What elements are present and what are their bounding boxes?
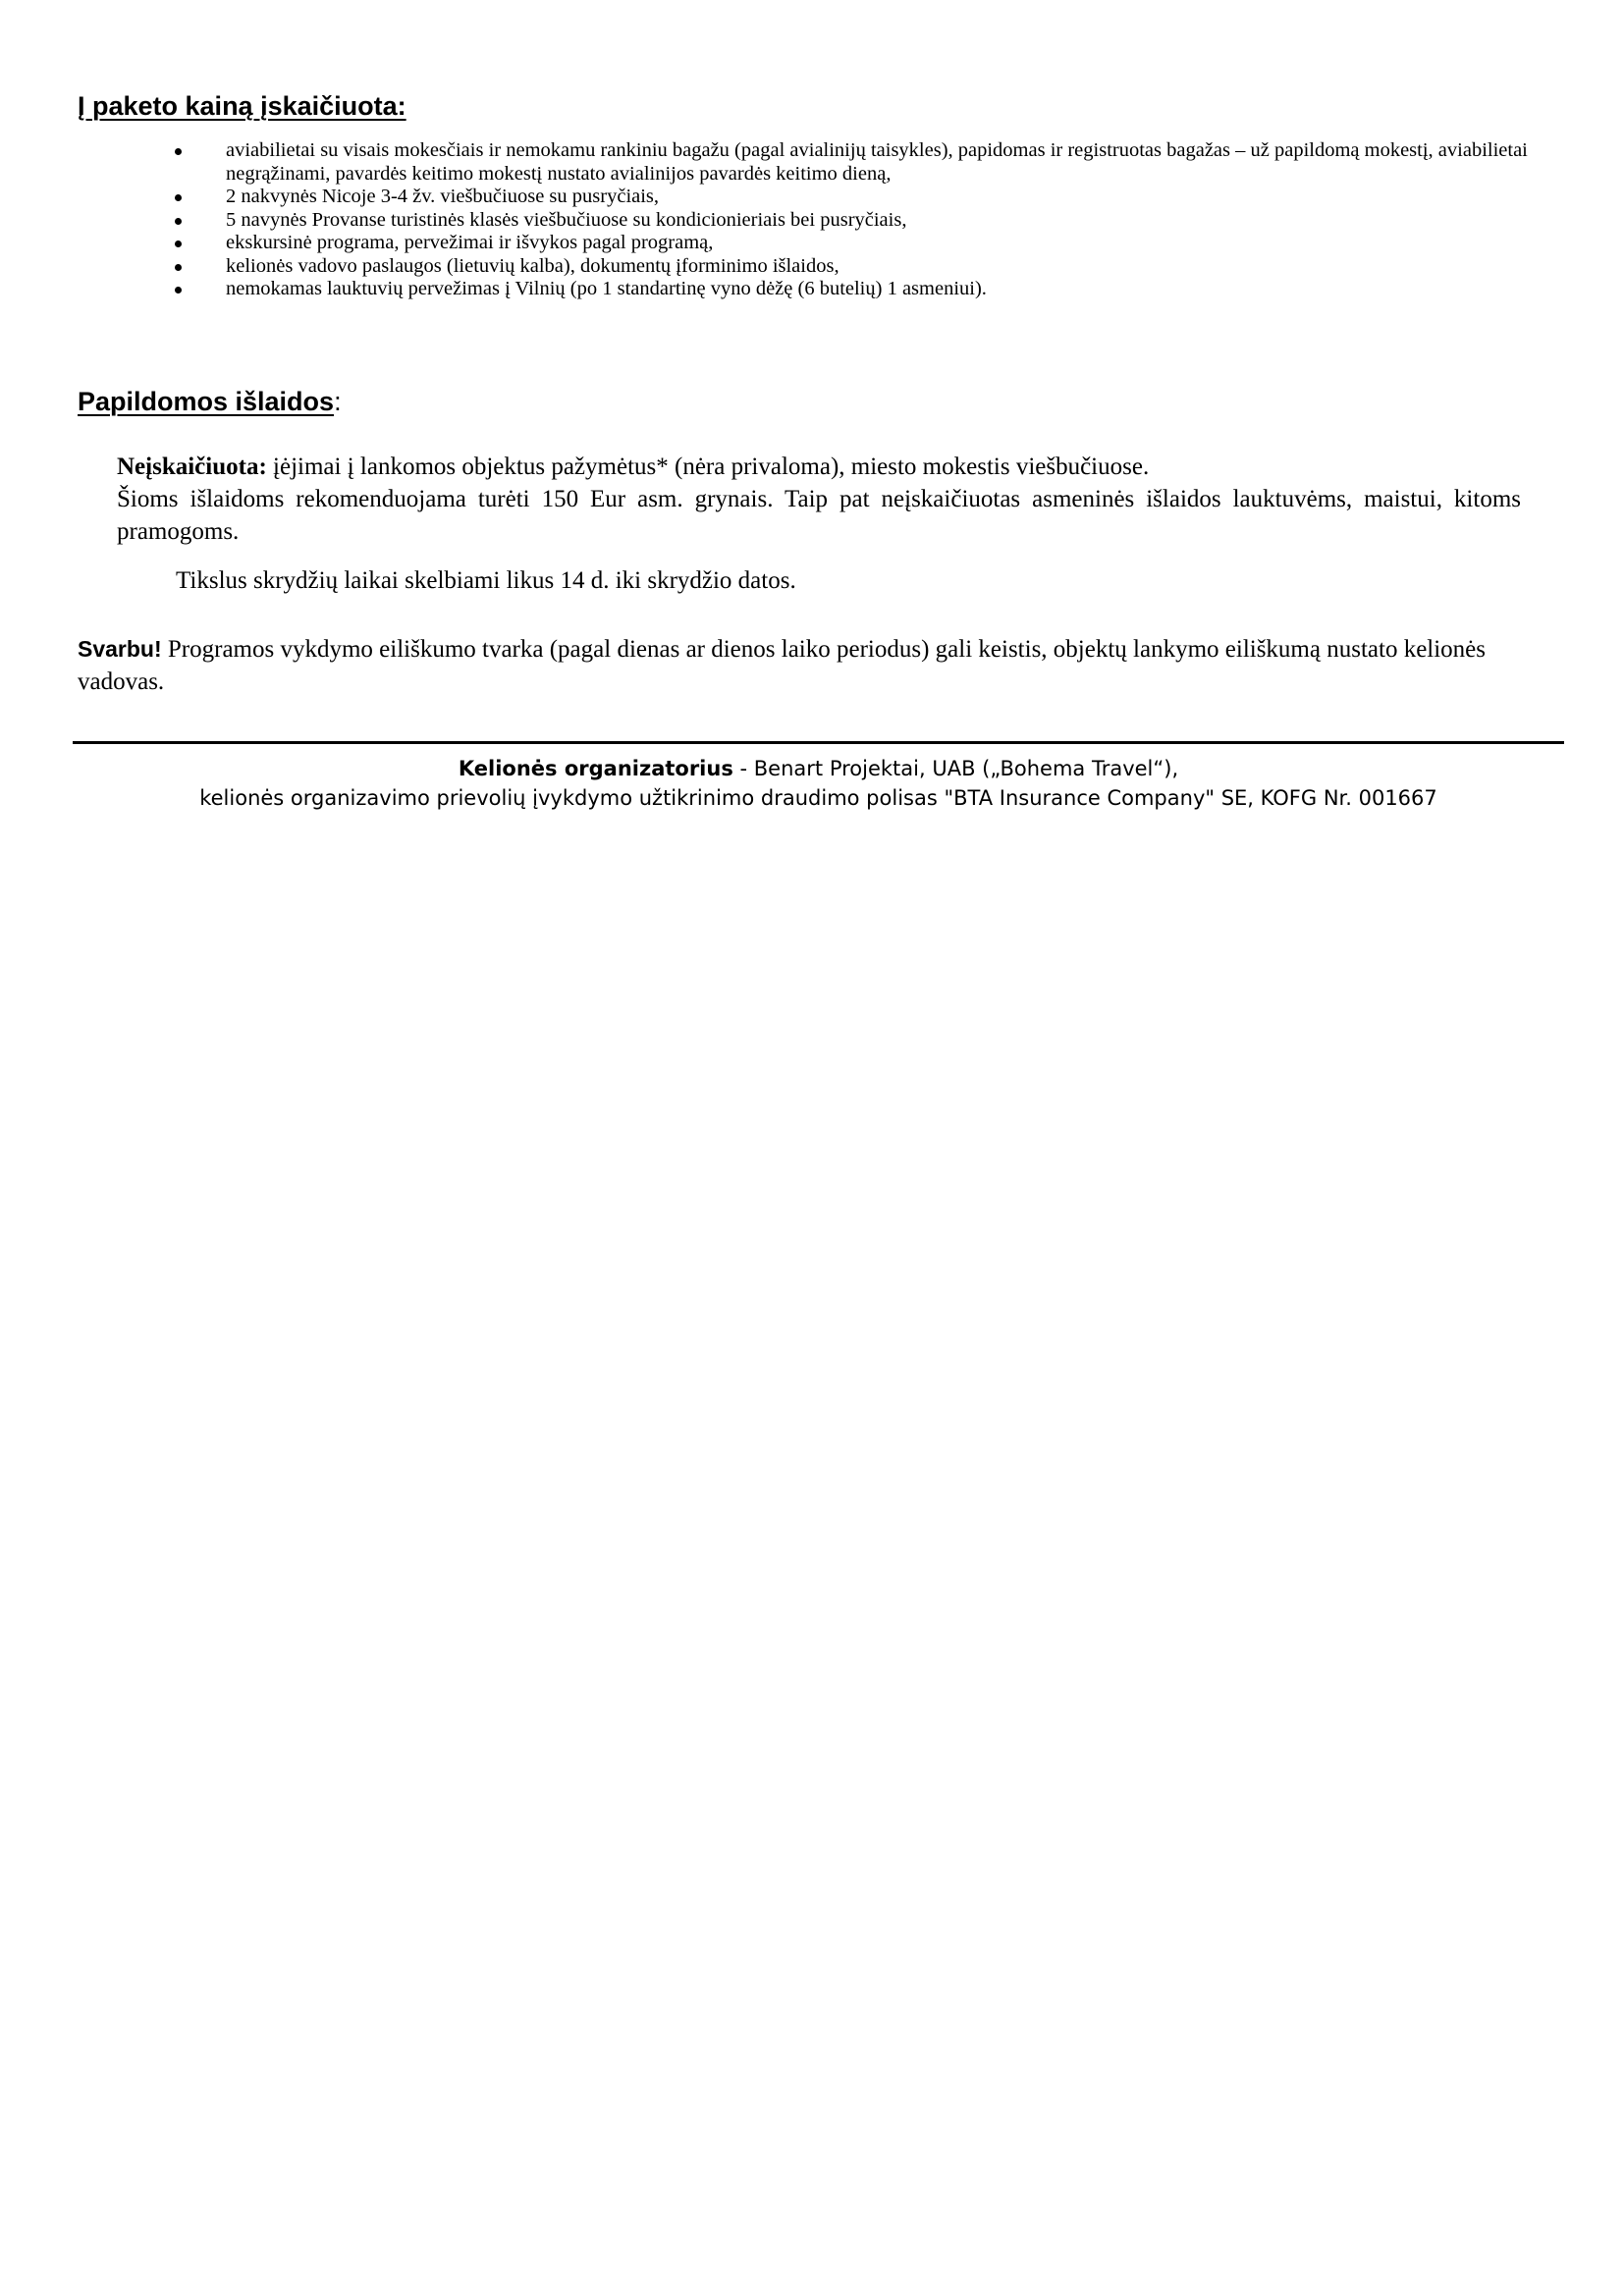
list-item bbox=[175, 186, 1530, 209]
additional-heading-text: Papildomos išlaidos bbox=[78, 387, 335, 416]
list-item bbox=[175, 255, 1530, 279]
list-item-text: nemokamas lauktuvių pervežimas į Vilnių (po 1 standartinę vyno dėžę (6 butelių) 1 asmeniui). bbox=[226, 278, 987, 299]
list-item bbox=[175, 139, 1530, 186]
flight-times-text: Tikslus skrydžių laikai skelbiami likus 14 d. iki skrydžio datos. bbox=[176, 567, 796, 594]
bullet-icon bbox=[175, 264, 182, 271]
list-item bbox=[175, 278, 1530, 301]
list-item-text: 5 navynės Provanse turistinės klasės viešbučiuose su kondicionieriais bei pusryčiais, bbox=[226, 208, 907, 231]
bullet-icon bbox=[175, 148, 182, 155]
included-list bbox=[175, 139, 1530, 301]
footer-organizer-text: - Benart Projektai, UAB („Bohema Travel“), bbox=[732, 757, 1179, 780]
bullet-icon bbox=[175, 240, 182, 247]
bullet-icon bbox=[175, 287, 182, 294]
footer-insurance: kelionės organizavimo prievolių įvykdymo užtikrinimo draudimo polisas "BTA Insurance Company" SE, KOFG Nr. 001667 bbox=[199, 786, 1437, 810]
not-included-text: įėjimai į lankomos objektus pažymėtus* (nėra privaloma), miesto mokestis viešbučiuose. bbox=[266, 454, 1150, 480]
footer-organizer bbox=[73, 754, 1564, 783]
list-item-text: ekskursinė programa, pervežimai ir išvykos pagal programą, bbox=[226, 232, 714, 253]
not-included-paragraph bbox=[117, 451, 1521, 548]
list-item-text: 2 nakvynės Nicoje 3-4 žv. viešbučiuose su pusryčiais, bbox=[226, 186, 660, 207]
included-heading-text: Į paketo kainą įskaičiuota: bbox=[78, 91, 406, 121]
footer-divider bbox=[73, 741, 1564, 744]
list-item bbox=[175, 232, 1530, 255]
additional-heading-colon: : bbox=[334, 387, 342, 416]
important-paragraph bbox=[78, 633, 1531, 698]
not-included-label: Neįskaičiuota: bbox=[117, 454, 267, 480]
included-heading bbox=[78, 90, 406, 122]
footer-organizer-label: Kelionės organizatorius bbox=[458, 757, 733, 780]
bullet-icon bbox=[175, 218, 182, 225]
important-text: Programos vykdymo eiliškumo tvarka (pagal dienas ar dienos laiko periodus) gali keistis, objektų lankymo eiliškumą nustato kelionės vadovas. bbox=[78, 636, 1487, 695]
bullet-icon bbox=[175, 194, 182, 201]
list-item-text: kelionės vadovo paslaugos (lietuvių kalba), dokumentų įforminimo išlaidos, bbox=[226, 254, 839, 277]
important-label: Svarbu! bbox=[78, 636, 162, 662]
recommendation-text: Šioms išlaidoms rekomenduojama turėti 150 Eur asm. grynais. Taip pat neįskaičiuotas asmeninės išlaidos lauktuvėms, maistui, kitoms pramogoms. bbox=[117, 486, 1521, 545]
list-item-text: aviabilietai su visais mokesčiais ir nemokamu rankiniu bagažu (pagal avialinijų taisykles), papidomas ir registruotas bagažas – už papildomą mokestį, aviabilietai negrąžinami, pavardės keitimo mokestį nustato avialinijos pavardės keitimo dieną, bbox=[226, 139, 1528, 185]
list-item bbox=[175, 209, 1530, 233]
additional-heading bbox=[78, 386, 342, 417]
